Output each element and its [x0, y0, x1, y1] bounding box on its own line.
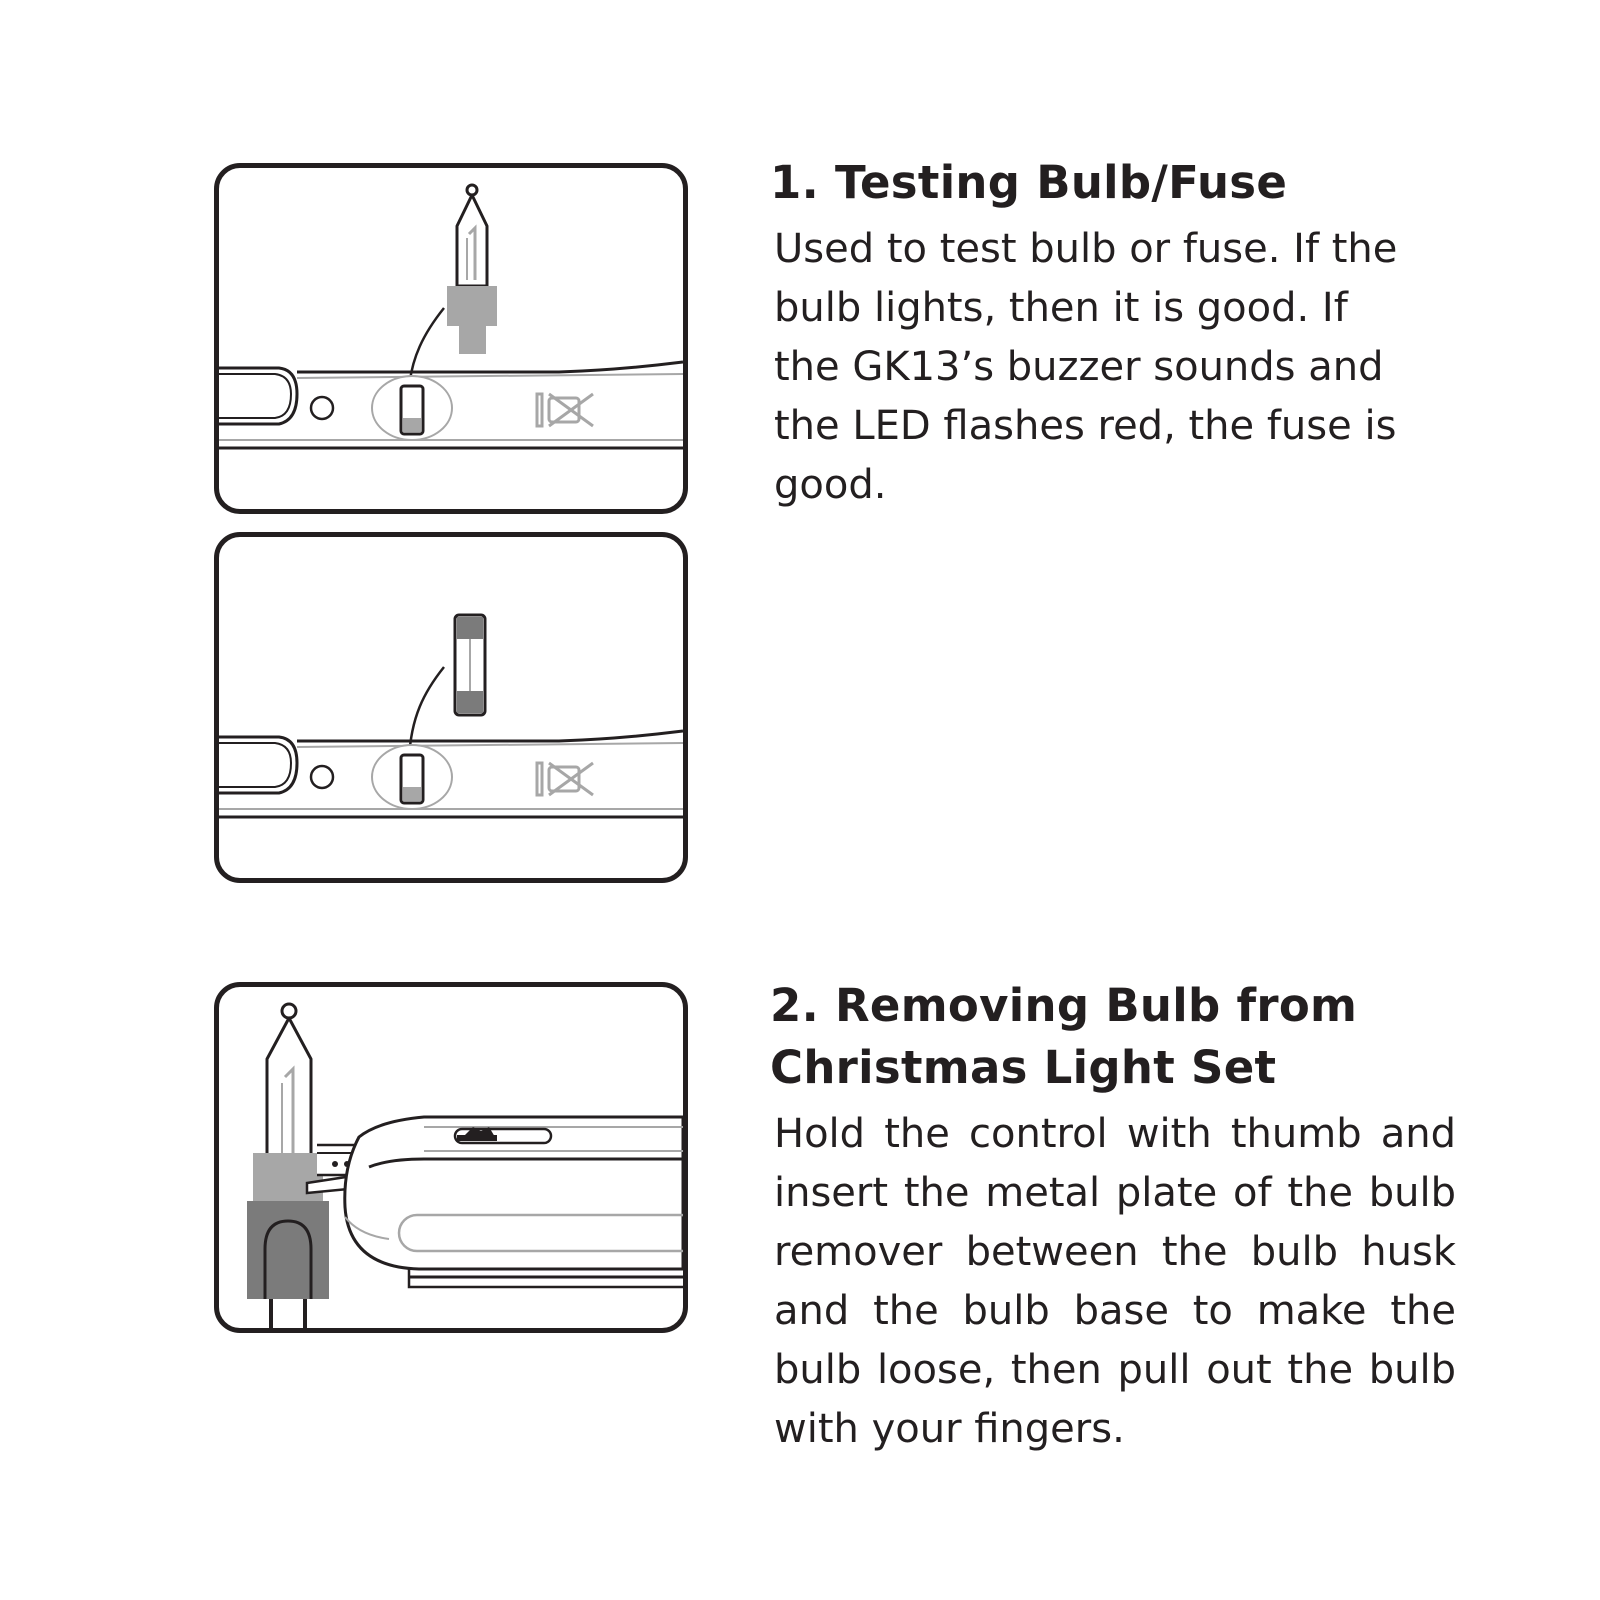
section-body: Used to test bulb or fuse. If the bulb lights, then it is good. If the GK13’s buzzer sounds and the LED flashes red, the fuse is good. — [774, 226, 1398, 508]
section-title: 2. Removing Bulb from Christmas Light Set — [770, 979, 1358, 1094]
bulb-removal-icon — [219, 987, 683, 1328]
bulb-remover-tool-icon — [307, 1117, 683, 1287]
mini-bulb-icon — [447, 185, 497, 354]
section-testing — [770, 152, 1460, 515]
bulb-test-icon — [219, 168, 683, 509]
tester-body-icon — [219, 362, 683, 448]
section-body: Hold the control with thumb and insert the metal plate of the bulb remover between the bulb husk and the bulb base to make the bulb loose, then pull out the bulb with your fingers. — [774, 1111, 1456, 1452]
fuse-test-illustration — [214, 532, 688, 883]
mini-bulb-icon — [247, 1004, 329, 1328]
bulb-removal-illustration — [214, 982, 688, 1333]
bulb-test-illustration — [214, 163, 688, 514]
section-removing — [770, 975, 1460, 1459]
fuse-test-icon — [219, 537, 683, 878]
tester-body-icon — [219, 731, 683, 817]
fuse-icon — [455, 615, 485, 715]
section-title: 1. Testing Bulb/Fuse — [770, 156, 1288, 209]
